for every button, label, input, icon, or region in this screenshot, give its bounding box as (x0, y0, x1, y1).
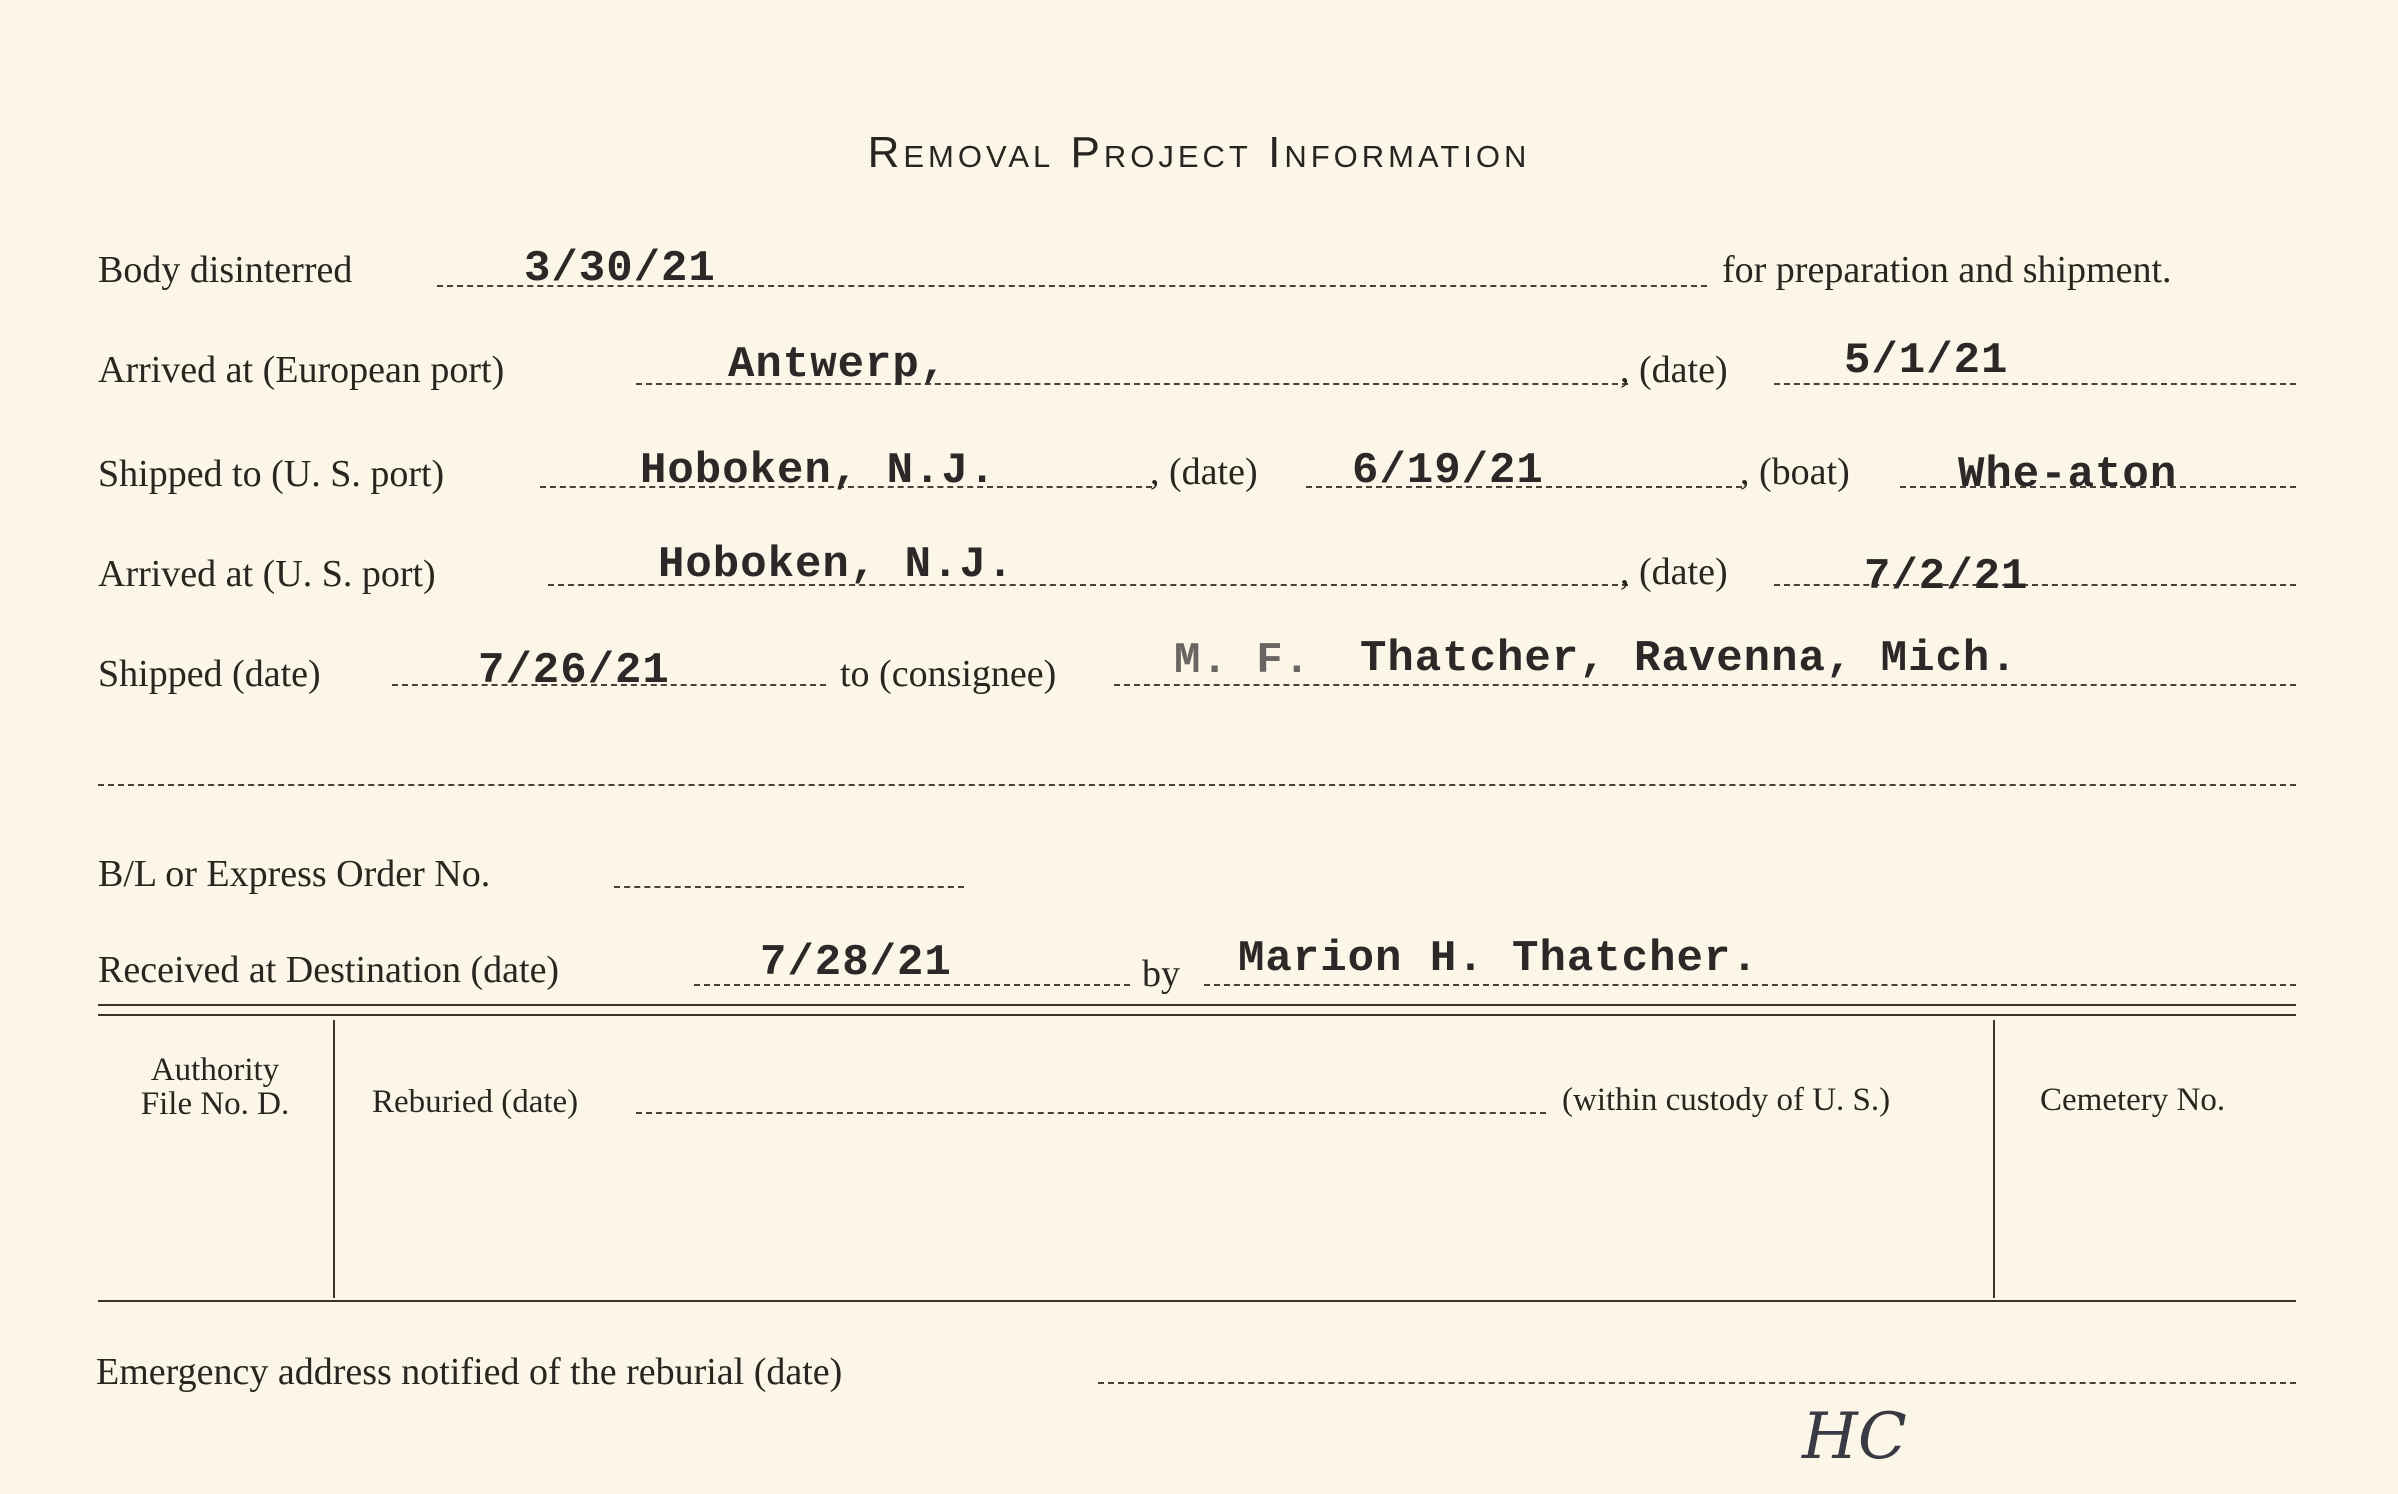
label-shipped: Shipped (date) (98, 653, 321, 695)
line-reburied (636, 1112, 1546, 1114)
value-consignee-prefix: M. F. (1174, 636, 1312, 686)
rule-top-2 (98, 1014, 2296, 1016)
divider-right (1993, 1020, 1995, 1298)
label-reburied: Reburied (date) (372, 1084, 579, 1120)
label-arrived-us-port: Arrived at (U. S. port) (98, 553, 436, 595)
label-custody: (within custody of U. S.) (1562, 1082, 1891, 1118)
label-consignee: to (consignee) (840, 653, 1057, 695)
divider-left (333, 1020, 335, 1298)
label-shipped-date: , (date) (1150, 451, 1258, 493)
label-received: Received at Destination (date) (98, 949, 560, 991)
label-arrived-date: , (date) (1620, 551, 1728, 593)
value-disinterred-date: 3/30/21 (524, 244, 716, 294)
label-euro-date: , (date) (1620, 349, 1728, 391)
label-preparation-shipment: for preparation and shipment. (1722, 249, 2172, 291)
handwritten-initials: HC (1802, 1400, 1907, 1474)
card-title: Removal Project Information (867, 128, 1531, 177)
value-shipped-date: 6/19/21 (1352, 446, 1544, 496)
rule-top-1 (98, 1004, 2296, 1006)
value-shipped: 7/26/21 (478, 646, 670, 696)
value-received-date: 7/28/21 (760, 938, 952, 988)
value-european-port: Antwerp, (728, 340, 948, 390)
label-cemetery: Cemetery No. (2040, 1082, 2226, 1118)
label-emergency: Emergency address notified of the reburial (date) (96, 1351, 843, 1393)
label-shipped-us-port: Shipped to (U. S. port) (98, 453, 445, 495)
value-arrived-date: 7/2/21 (1864, 552, 2029, 602)
rule-bottom (98, 1300, 2296, 1302)
value-consignee: Thatcher, Ravenna, Mich. (1360, 634, 2018, 684)
line-received-by (1204, 984, 2296, 986)
value-boat: Whe-aton (1958, 450, 2178, 500)
line-emergency (1098, 1382, 2296, 1384)
label-authority: Authority (150, 1052, 280, 1088)
value-arrived-us-port: Hoboken, N.J. (658, 540, 1015, 590)
line-blank (98, 784, 2296, 786)
label-boat: , (boat) (1740, 451, 1850, 493)
label-received-by: by (1142, 953, 1180, 995)
line-arrived-date (1774, 584, 2296, 586)
label-file-no: File No. D. (140, 1086, 290, 1122)
value-shipped-us-port: Hoboken, N.J. (640, 446, 997, 496)
label-body-disinterred: Body disinterred (98, 249, 353, 291)
value-received-by: Marion H. Thatcher. (1238, 934, 1759, 984)
label-bl-order: B/L or Express Order No. (98, 853, 491, 895)
label-european-port: Arrived at (European port) (98, 349, 505, 391)
line-bl-order (614, 886, 964, 888)
value-euro-date: 5/1/21 (1844, 336, 2009, 386)
